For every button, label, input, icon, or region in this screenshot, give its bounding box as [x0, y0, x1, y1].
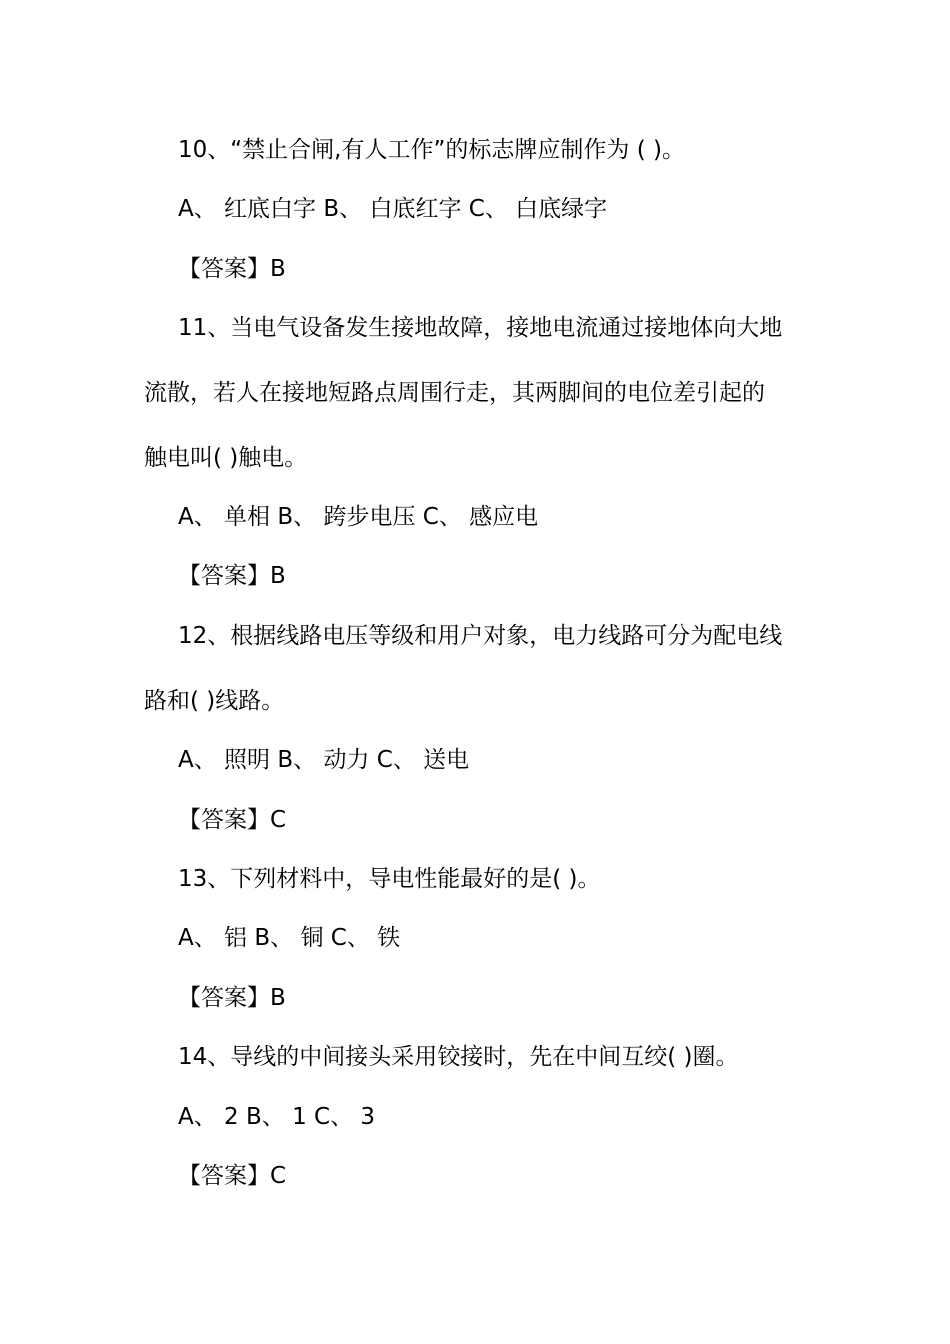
question-14-options: A、 2 B、 1 C、 3 [178, 1104, 376, 1130]
question-11-stem-line-3: 触电叫( )触电。 [144, 445, 308, 471]
question-11-stem-line-2: 流散，若人在接地短路点周围行走，其两脚间的电位差引起的 [144, 380, 765, 406]
question-13-answer: 【答案】B [178, 985, 286, 1011]
question-11-stem-line-1: 11、当电气设备发生接地故障，接地电流通过接地体向大地 [178, 315, 783, 341]
question-10-stem: 10、“禁止合闸,有人工作”的标志牌应制作为 ( )。 [178, 137, 685, 163]
question-13-stem: 13、下列材料中，导电性能最好的是( )。 [178, 866, 601, 892]
question-13-options: A、 铝 B、 铜 C、 铁 [178, 925, 401, 951]
question-11-answer: 【答案】B [178, 563, 286, 589]
question-10-answer: 【答案】B [178, 256, 286, 282]
question-14-answer: 【答案】C [178, 1163, 287, 1189]
question-12-answer: 【答案】C [178, 807, 287, 833]
question-12-stem-line-2: 路和( )线路。 [144, 688, 285, 714]
question-14-stem: 14、导线的中间接头采用铰接时，先在中间互绞( )圈。 [178, 1044, 739, 1070]
question-11-options: A、 单相 B、 跨步电压 C、 感应电 [178, 504, 539, 530]
question-12-stem-line-1: 12、根据线路电压等级和用户对象，电力线路可分为配电线 [178, 623, 783, 649]
question-10-options: A、 红底白字 B、 白底红字 C、 白底绿字 [178, 196, 608, 222]
question-12-options: A、 照明 B、 动力 C、 送电 [178, 747, 470, 773]
